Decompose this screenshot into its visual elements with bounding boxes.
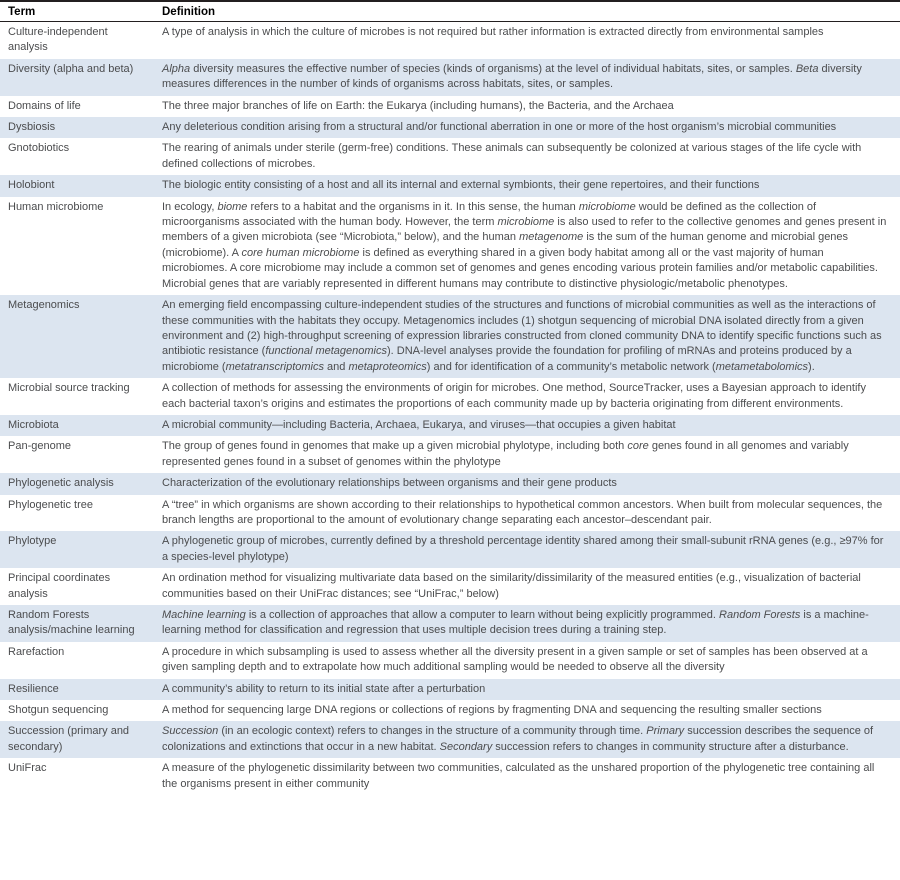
term-cell: UniFrac <box>8 762 47 775</box>
table-row <box>0 568 900 605</box>
table-row <box>0 758 900 795</box>
table-row <box>0 605 900 642</box>
term-cell: Domains of life <box>8 99 81 112</box>
glossary-table-body <box>0 22 900 796</box>
term-cell: Dysbiosis <box>8 121 56 134</box>
table-row <box>0 117 900 138</box>
table-row <box>0 679 900 700</box>
term-cell: Culture-independent analysis <box>8 26 108 54</box>
definition-cell: Alpha diversity measures the effective number of species (kinds of organisms) at the level of individual habitats, sites, or samples. Beta diversity measures differences in the number of kinds of organisms across habitats, sites, or samples. <box>162 62 862 91</box>
term-cell: Succession (primary and secondary) <box>8 725 130 753</box>
term-cell: Gnotobiotics <box>8 142 70 155</box>
definition-cell: In ecology, biome refers to a habitat and the organisms in it. In this sense, the human microbiome would be defined as the collection of microorganisms associated with the human body. However, the term microbiome is also used to refer to the collective genomes and genes present in members of a given microbiota (see “Microbiota,” below), and the human metagenome is the sum of the human genome and microbial genes (microbiome). A core human microbiome is defined as everything shared in a given body habitat among all or the vast majority of human microbiomes. A core microbiome may include a common set of genomes and genes encoding various protein families and/or metabolic capabilities. Microbial genes that are variably represented in different humans may contribute to distinctive physiologic/metabolic phenotypes. <box>162 200 887 290</box>
header-row <box>0 1 900 22</box>
term-cell: Holobiont <box>8 179 55 192</box>
term-cell: Principal coordinates analysis <box>8 572 111 600</box>
definition-cell: An ordination method for visualizing multivariate data based on the similarity/dissimilarity of the measured entities (e.g., visualization of bacterial communities based on their UniFrac distances; see “UniFrac,” below) <box>162 572 861 600</box>
term-cell: Microbial source tracking <box>8 382 130 395</box>
definition-cell: An emerging field encompassing culture-independent studies of the structures and functions of microbial communities as well as the interactions of these communities with the habitats they occupy. Metagenomics includes (1) shotgun sequencing of microbial DNA isolated directly from a given environment and (2) high-throughput screening of expression libraries constructed from cloned community DNA to identify specific functions such as antibiotic resistance (functional metagenomics). DNA-level analyses provide the foundation for profiling of mRNAs and proteins produced by a microbiome (metatranscriptomics and metaproteomics) and for identification of a community’s metabolic network (metametabolomics). <box>162 299 882 373</box>
table-row <box>0 138 900 175</box>
column-header-definition: Definition <box>154 1 900 22</box>
table-row <box>0 59 900 96</box>
glossary-table-header <box>0 1 900 22</box>
definition-cell: A type of analysis in which the culture of microbes is not required but rather information is extracted directly from environmental samples <box>162 26 824 38</box>
table-row <box>0 22 900 59</box>
term-cell: Rarefaction <box>8 645 65 658</box>
table-row <box>0 295 900 378</box>
definition-cell: A community’s ability to return to its initial state after a perturbation <box>162 682 486 695</box>
term-cell: Pan-genome <box>8 440 71 453</box>
definition-cell: A “tree” in which organisms are shown according to their relationships to hypothetical common ancestors. When built from molecular sequences, the branch lengths are proportional to the amount of evolutionary change separating each ancestor–descendant pair. <box>162 498 883 526</box>
term-cell: Resilience <box>8 682 59 695</box>
table-row <box>0 531 900 568</box>
table-row <box>0 700 900 721</box>
table-row <box>0 473 900 494</box>
term-cell: Phylogenetic tree <box>8 498 93 511</box>
column-header-term: Term <box>0 1 154 22</box>
term-cell: Microbiota <box>8 418 59 431</box>
table-row <box>0 495 900 532</box>
definition-cell: A microbial community—including Bacteria, Archaea, Eukarya, and viruses—that occupies a given habitat <box>162 418 676 431</box>
term-cell: Shotgun sequencing <box>8 704 109 717</box>
term-cell: Diversity (alpha and beta) <box>8 62 134 75</box>
term-cell: Phylotype <box>8 535 57 548</box>
table-row <box>0 436 900 473</box>
definition-cell: A phylogenetic group of microbes, currently defined by a threshold percentage identity shared among their small-subunit rRNA genes (e.g., ≥97% for a species-level phylotype) <box>162 535 884 563</box>
definition-cell: Machine learning is a collection of approaches that allow a computer to learn without being explicitly programmed. Random Forests is a machine-learning method for classification and regression that uses multiple decision trees during a training step. <box>162 609 869 637</box>
definition-cell: The three major branches of life on Earth: the Eukarya (including humans), the Bacteria, and the Archaea <box>162 99 674 112</box>
definition-cell: Characterization of the evolutionary relationships between organisms and their gene products <box>162 477 617 490</box>
definition-cell: A measure of the phylogenetic dissimilarity between two communities, calculated as the unshared proportion of the phylogenetic tree containing all the organisms present in either community <box>162 762 875 790</box>
table-row <box>0 197 900 295</box>
definition-cell: A procedure in which subsampling is used to assess whether all the diversity present in a given sample or set of samples has been observed at a given sampling depth and to extrapolate how much additional sampling would be needed to observe all the diversity <box>162 645 868 674</box>
term-cell: Random Forests analysis/machine learning <box>8 609 135 637</box>
table-row <box>0 96 900 117</box>
definition-cell: Any deleterious condition arising from a structural and/or functional aberration in one or more of the host organism’s microbial communities <box>162 121 837 134</box>
term-cell: Metagenomics <box>8 299 80 312</box>
term-cell: Human microbiome <box>8 200 104 213</box>
table-row <box>0 642 900 679</box>
table-row <box>0 378 900 415</box>
definition-cell: A collection of methods for assessing the environments of origin for microbes. One method, SourceTracker, uses a Bayesian approach to identify each bacterial taxon’s origins and estimates the proportions of each community made up by bacteria originating from different environments. <box>162 382 866 410</box>
table-row <box>0 175 900 196</box>
term-cell: Phylogenetic analysis <box>8 477 114 490</box>
table-row <box>0 415 900 436</box>
definition-cell: A method for sequencing large DNA regions or collections of regions by fragmenting DNA and sequencing the resulting smaller sections <box>162 704 822 717</box>
table-row <box>0 721 900 758</box>
definition-cell: The group of genes found in genomes that make up a given microbial phylotype, including both core genes found in all genomes and variably represented genes found in a subset of genomes within the phylotype <box>162 440 849 468</box>
definition-cell: The biologic entity consisting of a host and all its internal and external symbionts, their gene repertoires, and their functions <box>162 179 760 192</box>
definition-cell: The rearing of animals under sterile (germ-free) conditions. These animals can subsequently be colonized at various stages of the life cycle with defined collections of microbes. <box>162 142 862 170</box>
definition-cell: Succession (in an ecologic context) refers to changes in the structure of a community through time. Primary succession describes the sequence of colonizations and extinctions that occur in a new habitat. Secondary succession refers to changes in community structure after a disturbance. <box>162 725 874 753</box>
